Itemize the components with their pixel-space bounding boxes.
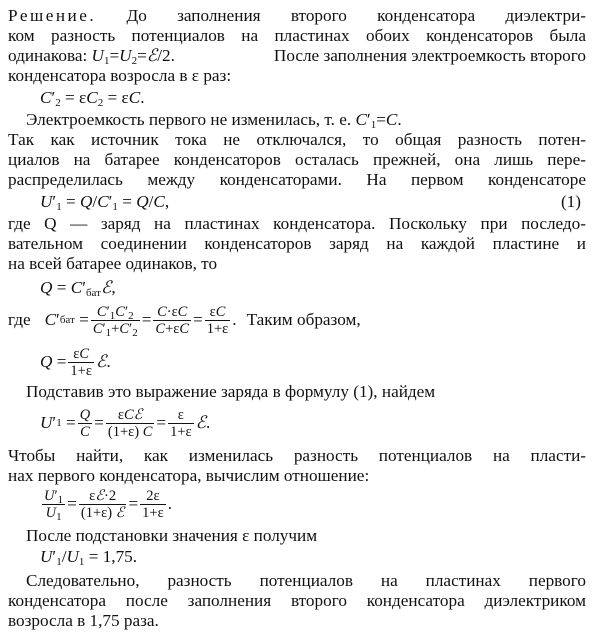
text-line: вательном соединении конденсаторов заряд на каждой пластине и xyxy=(8,234,586,253)
text-line: нах первого конденсатора, вычислим отношение: xyxy=(8,466,370,485)
text-line: ком разность потенциалов на пластинах обоих конденсаторов была xyxy=(8,26,586,45)
formula-result: $U'_1/U_1 = 1,75$. xyxy=(40,547,138,568)
text-line: Следовательно, разность потенциалов на пластинах первого xyxy=(26,571,586,590)
formula-q: $Q = C'_{бат}ℰ$, xyxy=(40,278,116,299)
text-line: Чтобы найти, как изменилась разность потенциалов на пласти- xyxy=(8,446,586,465)
text-line: циалов на батарее конденсаторов осталась прежней, она лишь пере- xyxy=(8,150,586,169)
text-line: Подставив это выражение заряда в формулу (1), найдем xyxy=(26,382,436,401)
formula-c2: $C'_2 = \varepsilon C_2 = \varepsilon C$. xyxy=(40,88,145,109)
solution-heading: Решение. xyxy=(8,6,97,25)
text-line: Электроемкость первого не изменилась, т. е. $C'_1=C$. xyxy=(26,110,402,131)
formula-q-result: Q = $\frac{\varepsilon C}{1+\varepsilon}$ ℰ . xyxy=(40,345,111,379)
text-line: конденсатора возросла в ε раз: xyxy=(8,66,232,85)
text-line: Решение. До заполнения второго конденсатора диэлектри- xyxy=(8,6,586,25)
text-line: где Q — заряд на пластинах конденсатора. Поскольку при последо- xyxy=(8,214,586,233)
formula-1: $U'_1 = Q/C'_1 = Q/C$, xyxy=(40,192,170,213)
text-line: возросла в 1,75 раза. xyxy=(8,611,159,630)
text-line: на всей батарее одинаков, то xyxy=(8,254,218,273)
formula-cbat: где C ′ бат = $\frac{C'_1C'_2}{C'_1+C'_2}$ = $\frac{C\cdot\varepsilon C}{C+\varepsilon C}$ = $\frac{\varepsilon C}{1+\varepsilon}$ . Таким образом, xyxy=(8,303,361,339)
formula-u1: U ′ 1 = $\frac{Q}{C}$ = $\frac{\text{εCℰ}}{(1+\varepsilon) C}$ = $\frac{\varepsilon}{1+\varepsilon}$ ℰ . xyxy=(40,406,211,440)
text-line: конденсатора после заполнения второго конденсатора диэлектриком xyxy=(8,591,586,610)
equation-number: (1) xyxy=(560,192,581,211)
text-line: распределилась между конденсаторами. На первом конденсаторе xyxy=(8,170,586,189)
text-line: Так как источник тока не отключался, то общая разность потен- xyxy=(8,130,586,149)
formula-ratio: $\frac{U'_1}{U_1}$ = $\frac{\text{εℰ·2}}{\text{(1+ε) ℰ}}$ = $\frac{2\varepsilon}{1+\varepsilon}$ . xyxy=(44,487,172,523)
text-line: одинакова: $U_1=U_2=ℰ/2$. После заполнения электроемкость второго xyxy=(8,46,586,67)
text-line: После подстановки значения ε получим xyxy=(26,526,318,545)
